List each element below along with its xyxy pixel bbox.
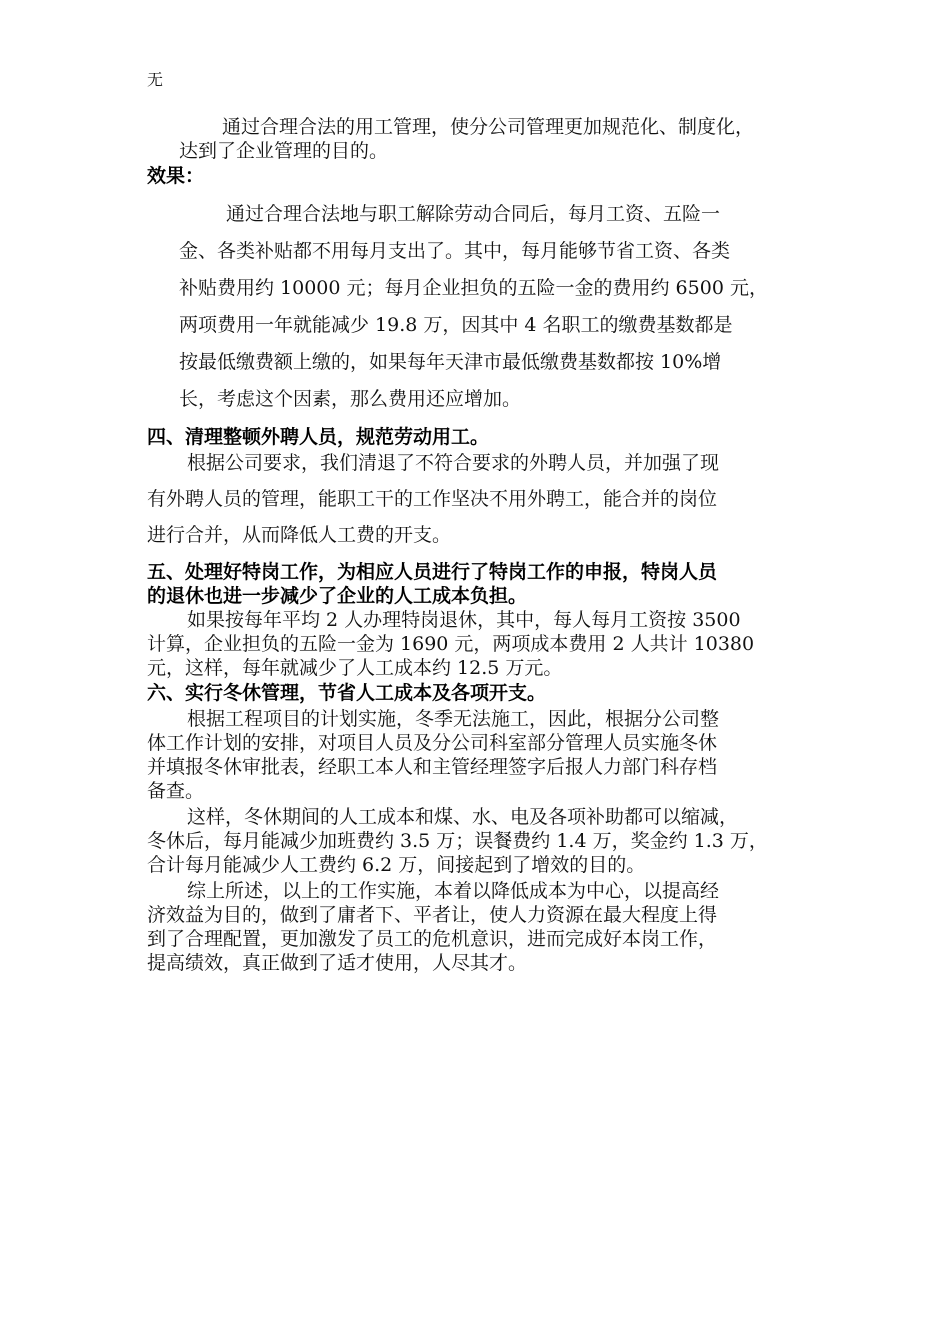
page-header: 无 — [147, 70, 164, 89]
paragraph-line: 通过合理合法地与职工解除劳动合同后，每月工资、五险一 — [226, 203, 721, 225]
paragraph-line: 济效益为目的，做到了庸者下、平者让，使人力资源在最大程度上得 — [147, 904, 718, 926]
heading-line: 四、清理整顿外聘人员，规范劳动用工。 — [147, 426, 490, 448]
paragraph-line: 进行合并，从而降低人工费的开支。 — [147, 524, 452, 546]
paragraph-line: 冬休后，每月能减少加班费约 3.5 万；误餐费约 1.4 万，奖金约 1.3 万， — [147, 830, 768, 852]
paragraph-line: 有外聘人员的管理，能职工干的工作坚决不用外聘工，能合并的岗位 — [147, 488, 718, 510]
paragraph-line: 长，考虑这个因素，那么费用还应增加。 — [179, 388, 522, 410]
paragraph-line: 两项费用一年就能减少 19.8 万，因其中 4 名职工的缴费基数都是 — [179, 314, 733, 336]
paragraph-line: 体工作计划的安排，对项目人员及分公司科室部分管理人员实施冬休 — [147, 732, 718, 754]
paragraph-line: 并填报冬休审批表，经职工本人和主管经理签字后报人力部门科存档 — [147, 756, 718, 778]
heading-line: 效果： — [147, 165, 205, 187]
heading-line: 五、处理好特岗工作，为相应人员进行了特岗工作的申报，特岗人员 — [147, 561, 718, 583]
paragraph-line: 综上所述，以上的工作实施，本着以降低成本为中心，以提高经 — [187, 880, 720, 902]
paragraph-line: 金、各类补贴都不用每月支出了。其中，每月能够节省工资、各类 — [179, 240, 731, 262]
paragraph-line: 补贴费用约 10000 元；每月企业担负的五险一金的费用约 6500 元， — [179, 277, 768, 299]
heading-line: 六、实行冬休管理，节省人工成本及各项开支。 — [147, 682, 547, 704]
paragraph-line: 合计每月能减少人工费约 6.2 万，间接起到了增效的目的。 — [147, 854, 646, 876]
paragraph-line: 元，这样，每年就减少了人工成本约 12.5 万元。 — [147, 657, 563, 679]
paragraph-line: 根据公司要求，我们清退了不符合要求的外聘人员，并加强了现 — [187, 452, 720, 474]
paragraph-line: 如果按每年平均 2 人办理特岗退休，其中，每人每月工资按 3500 — [187, 609, 741, 631]
paragraph-line: 备查。 — [147, 780, 205, 802]
paragraph-line: 提高绩效，真正做到了适才使用，人尽其才。 — [147, 952, 528, 974]
paragraph-line: 达到了企业管理的目的。 — [179, 140, 389, 162]
paragraph-line: 这样，冬休期间的人工成本和煤、水、电及各项补助都可以缩减， — [187, 806, 739, 828]
heading-line: 的退休也进一步减少了企业的人工成本负担。 — [147, 585, 528, 607]
paragraph-line: 到了合理配置，更加激发了员工的危机意识，进而完成好本岗工作， — [147, 928, 718, 950]
paragraph-line: 计算，企业担负的五险一金为 1690 元，两项成本费用 2 人共计 10380 — [147, 633, 755, 655]
paragraph-line: 根据工程项目的计划实施，冬季无法施工，因此，根据分公司整 — [187, 708, 720, 730]
paragraph-line: 按最低缴费额上缴的，如果每年天津市最低缴费基数都按 10%增 — [179, 351, 722, 373]
paragraph-line: 通过合理合法的用工管理，使分公司管理更加规范化、制度化， — [222, 116, 755, 138]
